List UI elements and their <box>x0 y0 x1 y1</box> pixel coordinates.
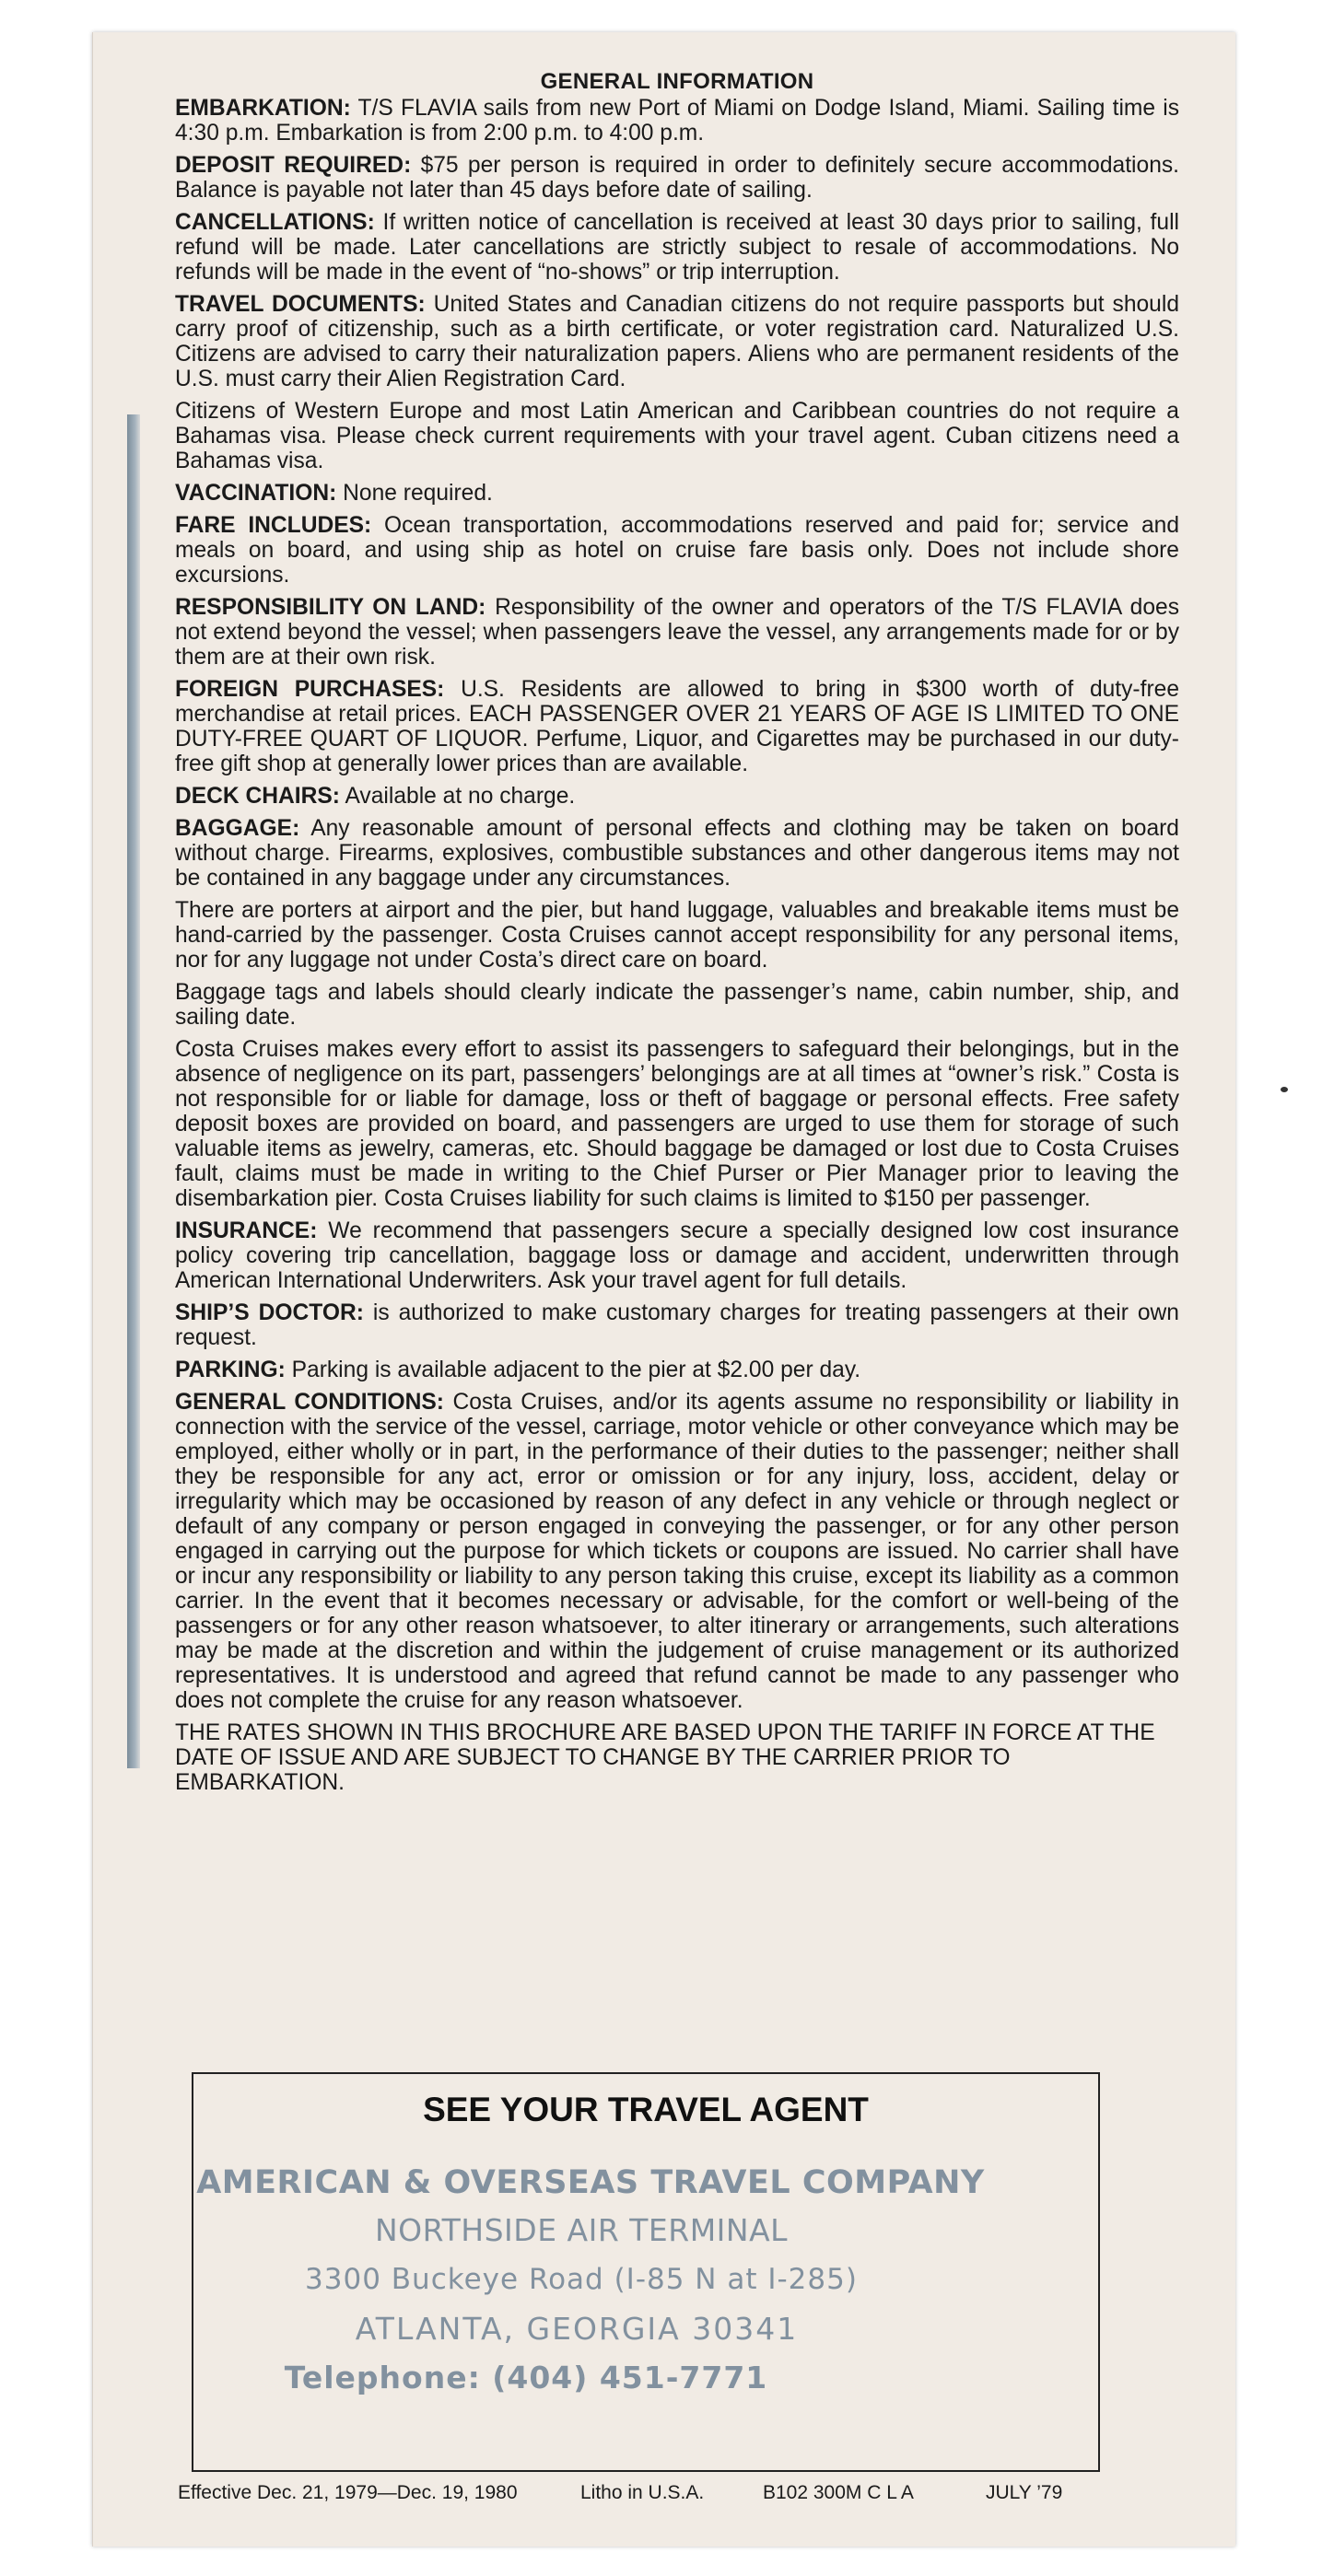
info-paragraph <box>175 677 1179 776</box>
stamp-line-telephone: Telephone: (404) 451-7771 <box>284 2360 768 2395</box>
footer-issue-date: JULY ’79 <box>986 2482 1063 2503</box>
paragraph-text: Available at no charge. <box>340 784 576 809</box>
paragraph-text: is authorized to make customary charges for treating passengers at their own request. <box>175 1300 1179 1350</box>
page-fold-shadow <box>127 414 140 1768</box>
paragraph-text: We recommend that passengers secure a specially designed low cost insurance policy covering trip cancellation, baggage loss or damage and accident, underwritten through American International Underwriters. Ask your travel agent for full details. <box>175 1218 1179 1293</box>
info-paragraph <box>175 1218 1179 1293</box>
footer-effective-dates: Effective Dec. 21, 1979—Dec. 19, 1980 <box>178 2482 518 2503</box>
info-paragraph <box>175 153 1179 203</box>
paragraph-text: Parking is available adjacent to the pier at $2.00 per day. <box>285 1358 861 1382</box>
info-paragraph <box>175 784 1179 809</box>
paragraph-text: Costa Cruises, and/or its agents assume no responsibility or liability in connection with the service of the vessel, carriage, motor vehicle or other conveyance which may be employed, either wholly or in part, in the performance of their duties to the passenger; neither shall they be responsible for any act, error or omission or for any injury, loss, accident, delay or irregularity which may be occasioned by reason of any defect in any vehicle or through neglect or default of any company or person engaged in conveying the passenger, or for any other person engaged in carrying out the purpose for which tickets or coupons are issued. No carrier shall have or incur any responsibility or liability to any person taking this cruise, except its liability as a common carrier. In the event that it becomes necessary or advisable, for the comfort or well-being of the passengers or for any other reason whatsoever, to alter itinerary or arrangements, such alterations may be made at the discretion and within the judgement of cruise management or its authorized representatives. It is understood and agreed that refund cannot be made to any passenger who does not complete the cruise for any reason whatsoever. <box>175 1390 1180 1713</box>
paragraph-label: FOREIGN PURCHASES: <box>175 677 445 702</box>
paragraph-label: PARKING: <box>175 1358 286 1382</box>
agent-box-title: SEE YOUR TRAVEL AGENT <box>423 2091 869 2128</box>
info-paragraph <box>175 210 1179 285</box>
paragraph-text: $75 per person is required in order to definitely secure accommodations. Balance is payable not later than 45 days before date of sailing. <box>175 153 1180 203</box>
paragraph-text: Citizens of Western Europe and most Latin American and Caribbean countries do not require a Bahamas visa. Please check current requirements with your travel agent. Cuban citizens need a Bahamas visa. <box>175 399 1179 473</box>
paragraph-label: FARE INCLUDES: <box>175 513 372 538</box>
paragraph-text: None required. <box>336 481 493 506</box>
paragraph-label: INSURANCE: <box>175 1218 318 1243</box>
paragraph-text: There are porters at airport and the pier, but hand luggage, valuables and breakable items must be hand-carried by the passenger. Costa Cruises cannot accept responsibility for any personal items, nor for any luggage not under Costa’s direct care on board. <box>175 898 1179 973</box>
general-information-body <box>175 69 1179 1795</box>
paragraph-label: EMBARKATION: <box>175 96 351 121</box>
paragraph-text: Baggage tags and labels should clearly indicate the passenger’s name, cabin number, ship, and sailing date. <box>175 980 1179 1030</box>
paragraph-text: United States and Canadian citizens do not require passports but should carry proof of citizenship, such as a birth certificate, or voter registration card. Naturalized U.S. Citizens are advised to carry their naturalization papers. Aliens who are permanent residents of the U.S. must carry their Alien Registration Card. <box>175 292 1179 391</box>
paragraph-label: BAGGAGE: <box>175 816 300 841</box>
info-paragraph <box>175 980 1179 1030</box>
stamp-line-terminal: NORTHSIDE AIR TERMINAL <box>374 2212 789 2248</box>
paragraph-label: DECK CHAIRS: <box>175 784 340 809</box>
paragraph-text: U.S. Residents are allowed to bring in $300 worth of duty-free merchandise at retail prices. EACH PASSENGER OVER 21 YEARS OF AGE IS LIMITED TO ONE DUTY-FREE QUART OF LIQUOR. Perfume, Liquor, and Cigarettes may be purchased in our duty-free gift shop at generally lower prices than are available. <box>175 677 1179 776</box>
paragraph-text: Responsibility of the owner and operators of the T/S FLAVIA does not extend beyond the vessel; when passengers leave the vessel, any arrangements made for or by them are at their own risk. <box>175 595 1179 670</box>
info-paragraph <box>175 292 1179 391</box>
travel-agent-box <box>192 2072 1100 2472</box>
info-paragraph <box>175 1037 1179 1211</box>
info-paragraph <box>175 1358 1179 1382</box>
paragraph-label: CANCELLATIONS: <box>175 210 375 235</box>
info-paragraph <box>175 1300 1179 1350</box>
paragraph-label: SHIP’S DOCTOR: <box>175 1300 364 1325</box>
info-paragraph <box>175 481 1179 506</box>
rates-disclaimer: THE RATES SHOWN IN THIS BROCHURE ARE BASED UPON THE TARIFF IN FORCE AT THE DATE OF ISSUE AND ARE SUBJECT TO CHANGE BY THE CARRIER PRIOR TO EMBARKATION. <box>175 1720 1155 1795</box>
stamp-line-address: 3300 Buckeye Road (I-85 N at I-285) <box>305 2263 858 2296</box>
info-paragraph <box>175 399 1179 473</box>
info-paragraph <box>175 513 1179 588</box>
footer-print-code: B102 300M C L A <box>763 2482 914 2503</box>
info-paragraph <box>175 96 1179 146</box>
paper-speck <box>1281 1087 1288 1092</box>
paragraph-text: Ocean transportation, accommodations reserved and paid for; service and meals on board, and using ship as hotel on cruise fare basis only. Does not include shore excursions. <box>175 513 1179 588</box>
paragraph-text: Costa Cruises makes every effort to assist its passengers to safeguard their belongings, but in the absence of negligence on its part, passengers’ belongings are at all times at “owner’s risk.” Costa is not responsible for or liable for damage, loss or theft of baggage or personal effects. Free safety deposit boxes are provided on board, and passengers are urged to use them for storage of such valuable items as jewelry, cameras, etc. Should baggage be damaged or lost due to Costa Cruises fault, claims must be made in writing to the Chief Purser or Pier Manager prior to leaving the disembarkation pier. Costa Cruises liability for such claims is limited to $150 per passenger. <box>175 1037 1179 1211</box>
info-paragraph <box>175 898 1179 973</box>
paragraph-label: DEPOSIT REQUIRED: <box>175 153 412 178</box>
stamp-line-city: ATLANTA, GEORGIA 30341 <box>355 2311 799 2347</box>
page-title: GENERAL INFORMATION <box>540 69 814 94</box>
paragraph-text: Any reasonable amount of personal effects and clothing may be taken on board without charge. Firearms, explosives, combustible substances and other dangerous items may not be contained in any baggage under any circumstances. <box>175 816 1179 891</box>
paragraph-text: If written notice of cancellation is received at least 30 days prior to sailing, full refund will be made. Later cancellations are strictly subject to resale of accommodations. No refunds will be made in the event of “no-shows” or trip interruption. <box>175 210 1179 285</box>
paragraph-label: GENERAL CONDITIONS: <box>175 1390 444 1415</box>
stamp-line-company: AMERICAN & OVERSEAS TRAVEL COMPANY <box>196 2164 985 2201</box>
paragraph-label: VACCINATION: <box>175 481 337 506</box>
paragraph-label: RESPONSIBILITY ON LAND: <box>175 595 486 620</box>
info-paragraph <box>175 816 1179 891</box>
paragraph-text: T/S FLAVIA sails from new Port of Miami on Dodge Island, Miami. Sailing time is 4:30 p.m. Embarkation is from 2:00 p.m. to 4:00 p.m. <box>175 96 1179 146</box>
footer-litho: Litho in U.S.A. <box>580 2482 705 2503</box>
sections-list <box>175 96 1179 1713</box>
info-paragraph <box>175 1390 1179 1713</box>
paragraph-label: TRAVEL DOCUMENTS: <box>175 292 426 317</box>
info-paragraph <box>175 595 1179 670</box>
